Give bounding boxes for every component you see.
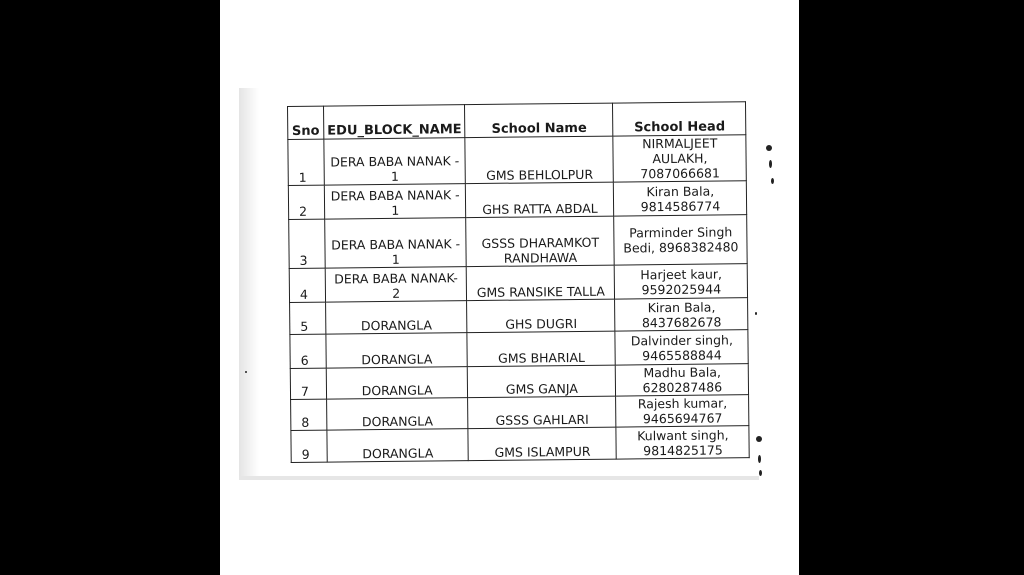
scan-speck <box>769 160 772 168</box>
table-row <box>288 135 747 186</box>
table-row <box>289 264 748 303</box>
cell-school-head: Parminder Singh Bedi, 8968382480 <box>614 215 748 265</box>
cell-sno: 7 <box>290 368 326 399</box>
table-body <box>288 135 750 463</box>
cell-school-name: GMS ISLAMPUR <box>468 427 616 461</box>
table-row <box>290 364 749 400</box>
header-sno: Sno <box>288 106 324 139</box>
cell-sno: 1 <box>288 139 324 185</box>
scan-speck <box>245 371 247 373</box>
table-row <box>290 298 749 335</box>
scan-speck <box>759 470 762 476</box>
cell-sno: 6 <box>290 334 326 368</box>
cell-edu-block-name: DORANGLA <box>326 301 468 334</box>
table-row <box>291 395 750 431</box>
cell-edu-block-name: DERA BABA NANAK - 1 <box>325 218 467 268</box>
scan-bottom-edge <box>239 476 759 480</box>
cell-sno: 9 <box>291 430 327 462</box>
cell-edu-block-name: DERA BABA NANAK - 1 <box>324 138 466 185</box>
cell-school-name: GSSS GAHLARI <box>468 396 616 429</box>
cell-school-head: Harjeet kaur, 9592025944 <box>615 264 748 299</box>
cell-school-name: GHS DUGRI <box>467 299 615 333</box>
cell-school-name: GMS RANSIKE TALLA <box>467 265 615 301</box>
cell-school-name: GSSS DHARAMKOT RANDHAWA <box>466 216 615 267</box>
table-row <box>291 426 750 463</box>
scan-speck <box>771 178 774 184</box>
header-school-name: School Name <box>465 103 613 138</box>
cell-school-name: GHS RATTA ABDAL <box>466 182 614 218</box>
school-head-table-container <box>287 101 750 463</box>
cell-school-head: NIRMALJEET AULAKH, 7087066681 <box>613 135 746 182</box>
header-edu-block-name: EDU_BLOCK_NAME <box>324 105 466 139</box>
header-school-head: School Head <box>613 102 746 136</box>
cell-school-head: Dalvinder singh, 9465588844 <box>615 330 748 365</box>
table-row <box>290 330 749 369</box>
cell-edu-block-name: DORANGLA <box>327 398 469 430</box>
cell-school-name: GMS GANJA <box>468 365 616 398</box>
table-row <box>288 181 747 220</box>
cell-edu-block-name: DERA BABA NANAK - 1 <box>324 184 466 219</box>
table-header <box>288 102 747 140</box>
header-row <box>288 102 747 140</box>
cell-school-head: Kulwant singh, 9814825175 <box>616 426 749 459</box>
school-head-table <box>287 101 750 463</box>
cell-sno: 5 <box>290 302 326 334</box>
cell-edu-block-name: DORANGLA <box>326 367 468 399</box>
scan-edge-shadow <box>239 88 259 480</box>
cell-edu-block-name: DORANGLA <box>326 333 468 368</box>
cell-school-head: Rajesh kumar, 9465694767 <box>616 395 749 427</box>
scan-speck <box>758 455 761 463</box>
cell-edu-block-name: DERA BABA NANAK- 2 <box>325 267 467 302</box>
cell-school-name: GMS BEHLOLPUR <box>465 136 613 184</box>
scan-speck <box>766 145 772 151</box>
cell-school-head: Kiran Bala, 8437682678 <box>615 298 748 331</box>
cell-school-name: GMS BHARIAL <box>467 331 615 367</box>
cell-sno: 3 <box>289 219 326 268</box>
cell-sno: 8 <box>291 399 327 430</box>
scan-speck <box>756 436 762 442</box>
cell-sno: 4 <box>289 268 325 302</box>
scan-speck <box>755 312 757 315</box>
cell-sno: 2 <box>288 185 324 219</box>
cell-school-head: Madhu Bala, 6280287486 <box>616 364 749 396</box>
cell-school-head: Kiran Bala, 9814586774 <box>614 181 747 216</box>
cell-edu-block-name: DORANGLA <box>327 429 469 462</box>
table-row <box>289 215 748 269</box>
